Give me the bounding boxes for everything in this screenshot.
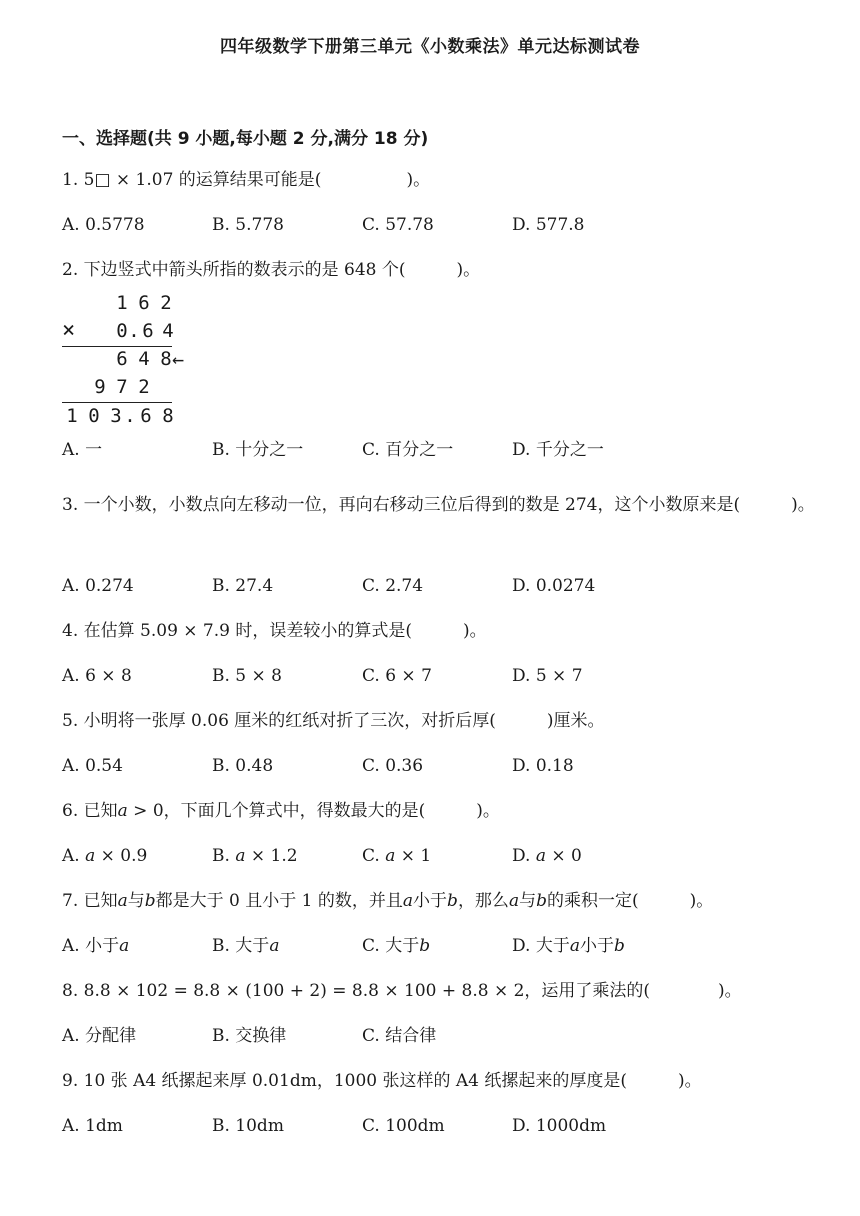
option-text: D. 大于	[512, 936, 570, 956]
question-9-option-c[interactable]: C. 100dm	[362, 1116, 445, 1136]
question-4-option-c[interactable]: C. 6 × 7	[362, 666, 432, 686]
result-digit: 3	[110, 405, 122, 427]
question-9-option-a[interactable]: A. 1dm	[62, 1116, 123, 1136]
question-8-option-b[interactable]: B. 交换律	[212, 1026, 287, 1046]
result-digit: 0	[88, 405, 100, 427]
question-6-stem	[62, 799, 500, 823]
question-8-stem: 8. 8.8 × 102 = 8.8 × (100 + 2) = 8.8 × 100 + 8.8 × 2，运用了乘法的( )。	[62, 981, 742, 1001]
section-heading: 一、选择题(共 9 小题,每小题 2 分,满分 18 分)	[62, 129, 429, 149]
question-2-option-d[interactable]: D. 千分之一	[512, 440, 604, 460]
partial-product-digit: 9	[94, 376, 106, 398]
option-text: × 0	[545, 846, 582, 866]
question-5-stem: 5. 小明将一张厚 0.06 厘米的红纸对折了三次，对折后厚( )厘米。	[62, 711, 605, 731]
question-7-option-d[interactable]	[512, 934, 625, 958]
question-8-option-a[interactable]: A. 分配律	[62, 1026, 137, 1046]
variable-a: a	[535, 846, 546, 866]
variable-a: a	[569, 936, 580, 956]
option-text: × 1.2	[245, 846, 298, 866]
question-6-option-d[interactable]	[512, 844, 582, 868]
question-6-option-a[interactable]	[62, 844, 147, 868]
question-5-option-a[interactable]: A. 0.54	[62, 756, 123, 776]
question-5-option-c[interactable]: C. 0.36	[362, 756, 424, 776]
question-2-option-b[interactable]: B. 十分之一	[212, 440, 304, 460]
question-1-option-c[interactable]: C. 57.78	[362, 215, 434, 235]
stem-text: 与	[519, 891, 537, 911]
option-text: × 1	[395, 846, 432, 866]
variable-a: a	[508, 891, 520, 911]
variable-a: a	[85, 846, 96, 866]
vertical-multiplication	[62, 289, 202, 429]
variable-b: b	[144, 891, 156, 911]
question-7-option-a[interactable]	[62, 934, 129, 958]
question-2-option-c[interactable]: C. 百分之一	[362, 440, 454, 460]
multiplier-point: .	[128, 320, 140, 342]
partial-product-digit: 4	[138, 348, 150, 370]
partial-product-digit: 2	[138, 376, 150, 398]
partial-product-digit: 8	[160, 348, 172, 370]
multiplicand-digit: 6	[138, 292, 150, 314]
question-6-option-b[interactable]	[212, 844, 298, 868]
partial-product-digit: 7	[116, 376, 128, 398]
multiplier-digit: 4	[162, 320, 174, 342]
partial-product-digit: 6	[116, 348, 128, 370]
option-text: C. 大于	[362, 936, 420, 956]
option-text: B. 大于	[212, 936, 270, 956]
question-4-option-b[interactable]: B. 5 × 8	[212, 666, 282, 686]
variable-a: a	[385, 846, 396, 866]
question-9-option-d[interactable]: D. 1000dm	[512, 1116, 607, 1136]
stem-text: 小于	[413, 891, 448, 911]
question-9-stem: 9. 10 张 A4 纸摞起来厚 0.01dm，1000 张这样的 A4 纸摞起来的厚度是( )。	[62, 1071, 702, 1091]
question-3-option-a[interactable]: A. 0.274	[62, 576, 134, 596]
variable-a: a	[117, 891, 128, 911]
stem-text: 6. 已知	[62, 801, 118, 821]
variable-b: b	[447, 891, 458, 911]
stem-text: 都是大于 0 且小于 1 的数，并且	[155, 891, 403, 911]
question-3-option-c[interactable]: C. 2.74	[362, 576, 424, 596]
question-7-option-b[interactable]	[212, 934, 279, 958]
question-2-option-a[interactable]: A. 一	[62, 440, 103, 460]
multiplier-digit: 6	[142, 320, 154, 342]
question-7-stem	[62, 889, 713, 913]
question-4-option-a[interactable]: A. 6 × 8	[62, 666, 132, 686]
page-title: 四年级数学下册第三单元《小数乘法》单元达标测试卷	[220, 37, 640, 57]
question-1-option-a[interactable]: A. 0.5778	[62, 215, 145, 235]
question-3-stem: 3. 一个小数，小数点向左移动一位，再向右移动三位后得到的数是 274，这个小数原来是( )。	[62, 495, 815, 515]
question-5-option-d[interactable]: D. 0.18	[512, 756, 574, 776]
stem-text: 的乘积一定( )。	[546, 891, 714, 911]
question-7-option-c[interactable]	[362, 934, 430, 958]
question-2-stem: 2. 下边竖式中箭头所指的数表示的是 648 个( )。	[62, 260, 481, 280]
question-4-stem: 4. 在估算 5.09 × 7.9 时，误差较小的算式是( )。	[62, 621, 487, 641]
result-digit: 8	[162, 405, 174, 427]
variable-a: a	[119, 936, 130, 956]
times-sign: ×	[62, 318, 76, 343]
variable-b: b	[536, 891, 547, 911]
question-1-option-d[interactable]: D. 577.8	[512, 215, 585, 235]
stem-text: 7. 已知	[62, 891, 118, 911]
question-3-option-b[interactable]: B. 27.4	[212, 576, 274, 596]
stem-text: 与	[127, 891, 145, 911]
question-6-option-c[interactable]	[362, 844, 431, 868]
option-text: A. 小于	[62, 936, 120, 956]
result-digit: 1	[66, 405, 78, 427]
option-label: B.	[212, 846, 236, 866]
variable-a: a	[269, 936, 280, 956]
variable-a: a	[117, 801, 128, 821]
question-1-stem: 1. 5□ × 1.07 的运算结果可能是( )。	[62, 170, 431, 190]
question-4-option-d[interactable]: D. 5 × 7	[512, 666, 583, 686]
variable-b: b	[613, 936, 625, 956]
stem-text: > 0，下面几个算式中，得数最大的是( )。	[127, 801, 500, 821]
option-label: D.	[512, 846, 536, 866]
question-5-option-b[interactable]: B. 0.48	[212, 756, 274, 776]
result-digit: 6	[140, 405, 152, 427]
option-label: C.	[362, 846, 386, 866]
arrow-left-icon: ←	[172, 347, 185, 371]
question-9-option-b[interactable]: B. 10dm	[212, 1116, 284, 1136]
multiplicand-digit: 2	[160, 292, 172, 314]
rule-line	[62, 402, 172, 403]
multiplier-digit: 0	[116, 320, 128, 342]
option-text: 小于	[579, 936, 614, 956]
stem-text: ，那么	[457, 891, 509, 911]
variable-a: a	[235, 846, 246, 866]
question-3-option-d[interactable]: D. 0.0274	[512, 576, 596, 596]
option-text: × 0.9	[95, 846, 148, 866]
result-point: .	[124, 405, 136, 427]
multiplicand-digit: 1	[116, 292, 128, 314]
question-8-option-c[interactable]: C. 结合律	[362, 1026, 437, 1046]
variable-b: b	[419, 936, 431, 956]
question-1-option-b[interactable]: B. 5.778	[212, 215, 284, 235]
option-label: A.	[62, 846, 86, 866]
variable-a: a	[402, 891, 414, 911]
